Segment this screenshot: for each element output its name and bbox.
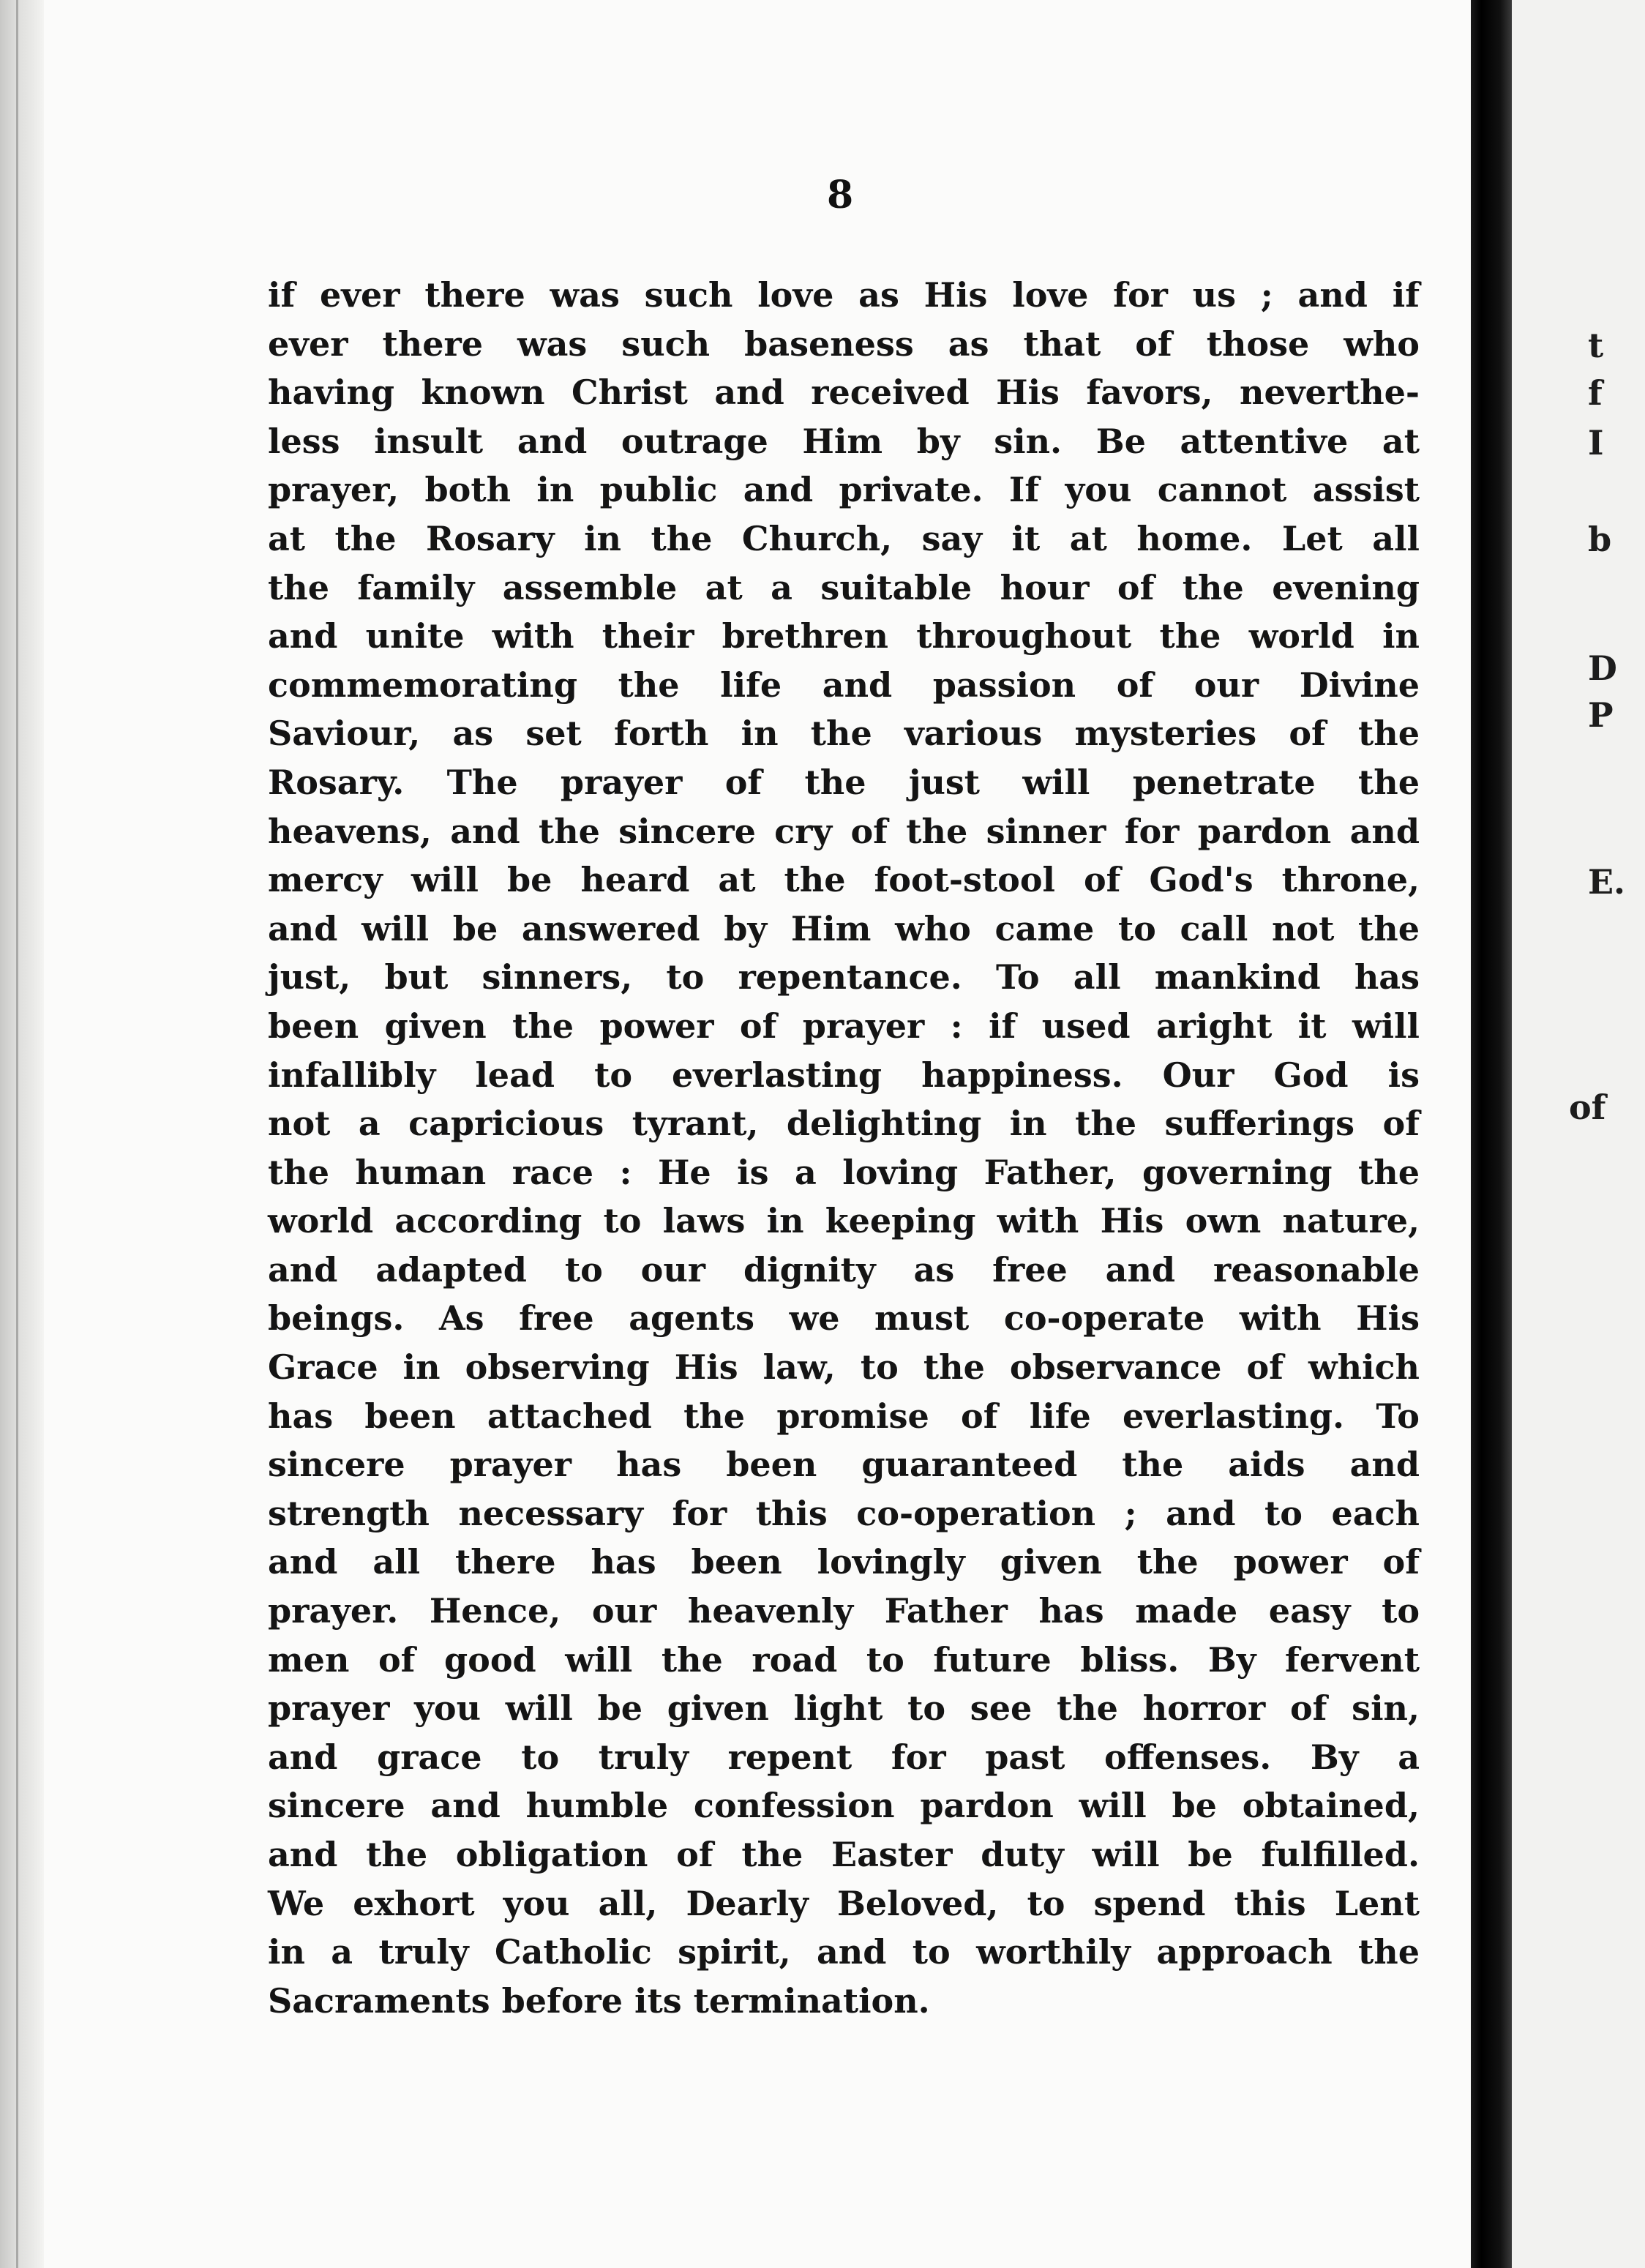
text-line: Saviour, as set forth in the various mysteries of the bbox=[268, 714, 1420, 754]
text-line: just, but sinners, to repentance. To all mankind has bbox=[268, 957, 1420, 998]
facing-page-text-fragments bbox=[1569, 0, 1645, 2268]
text-line: beings. As free agents we must co-operate with His bbox=[268, 1298, 1420, 1339]
text-line: has been attached the promise of life everlasting. To bbox=[268, 1396, 1420, 1436]
fragment-text: b bbox=[1588, 520, 1612, 559]
fragment-text: t bbox=[1588, 326, 1604, 365]
text-line: prayer. Hence, our heavenly Father has made easy to bbox=[268, 1591, 1420, 1631]
text-line: and all there has been lovingly given the power of bbox=[268, 1542, 1420, 1582]
text-line: men of good will the road to future bliss. By fervent bbox=[268, 1639, 1420, 1680]
text-line: We exhort you all, Dearly Beloved, to spend this Lent bbox=[268, 1883, 1420, 1923]
text-line: the family assemble at a suitable hour of the evening bbox=[268, 567, 1420, 607]
fragment-text: f bbox=[1588, 373, 1603, 413]
text-line: Grace in observing His law, to the observance of which bbox=[268, 1347, 1420, 1388]
text-line: not a capricious tyrant, delighting in the sufferings of bbox=[268, 1104, 1420, 1144]
text-line: commemorating the life and passion of our Divine bbox=[268, 665, 1420, 705]
text-line: infallibly lead to everlasting happiness. Our God is bbox=[268, 1055, 1420, 1095]
text-line: and adapted to our dignity as free and reasonable bbox=[268, 1249, 1420, 1290]
body-text bbox=[268, 271, 1420, 2025]
text-line: the human race : He is a loving Father, governing the bbox=[268, 1152, 1420, 1192]
text-line: Rosary. The prayer of the just will penetrate the bbox=[268, 762, 1420, 802]
text-line: sincere prayer has been guaranteed the aids and bbox=[268, 1445, 1420, 1485]
fragment-text: E. bbox=[1588, 862, 1626, 902]
text-line: strength necessary for this co-operation ; and to each bbox=[268, 1493, 1420, 1533]
text-line: prayer you will be given light to see the horror of sin, bbox=[268, 1688, 1420, 1729]
fragment-text: I bbox=[1588, 423, 1604, 463]
text-line: and unite with their brethren throughout the world in bbox=[268, 616, 1420, 656]
fragment-text: D bbox=[1588, 648, 1617, 688]
page-number: 8 bbox=[827, 173, 854, 217]
text-line: in a truly Catholic spirit, and to worthily approach the bbox=[268, 1932, 1420, 1972]
text-line: and the obligation of the Easter duty will be fulfilled. bbox=[268, 1835, 1420, 1874]
text-line: less insult and outrage Him by sin. Be attentive at bbox=[268, 421, 1420, 461]
page-edge-shadow bbox=[16, 0, 18, 2268]
text-line: at the Rosary in the Church, say it at home. Let all bbox=[268, 518, 1420, 558]
fragment-text: P bbox=[1588, 695, 1614, 735]
left-page-edge bbox=[0, 0, 44, 2268]
text-line: and grace to truly repent for past offenses. By a bbox=[268, 1737, 1420, 1777]
text-line: been given the power of prayer : if used aright it will bbox=[268, 1006, 1420, 1046]
text-line: and will be answered by Him who came to call not the bbox=[268, 908, 1420, 948]
text-line: world according to laws in keeping with His own nature, bbox=[268, 1201, 1420, 1241]
text-line: Sacraments before its termination. bbox=[268, 1980, 930, 2021]
fragment-text: of bbox=[1569, 1088, 1606, 1127]
book-gutter bbox=[1471, 0, 1512, 2268]
text-line: ever there was such baseness as that of those who bbox=[268, 323, 1420, 364]
text-line: mercy will be heard at the foot-stool of God's throne, bbox=[268, 860, 1420, 900]
text-line: sincere and humble confession pardon will be obtained, bbox=[268, 1786, 1420, 1826]
text-line: if ever there was such love as His love for us ; and if bbox=[268, 275, 1420, 315]
text-line: having known Christ and received His favors, neverthe- bbox=[268, 373, 1420, 413]
text-line: prayer, both in public and private. If you cannot assist bbox=[268, 470, 1420, 510]
text-line: heavens, and the sincere cry of the sinner for pardon and bbox=[268, 811, 1420, 851]
